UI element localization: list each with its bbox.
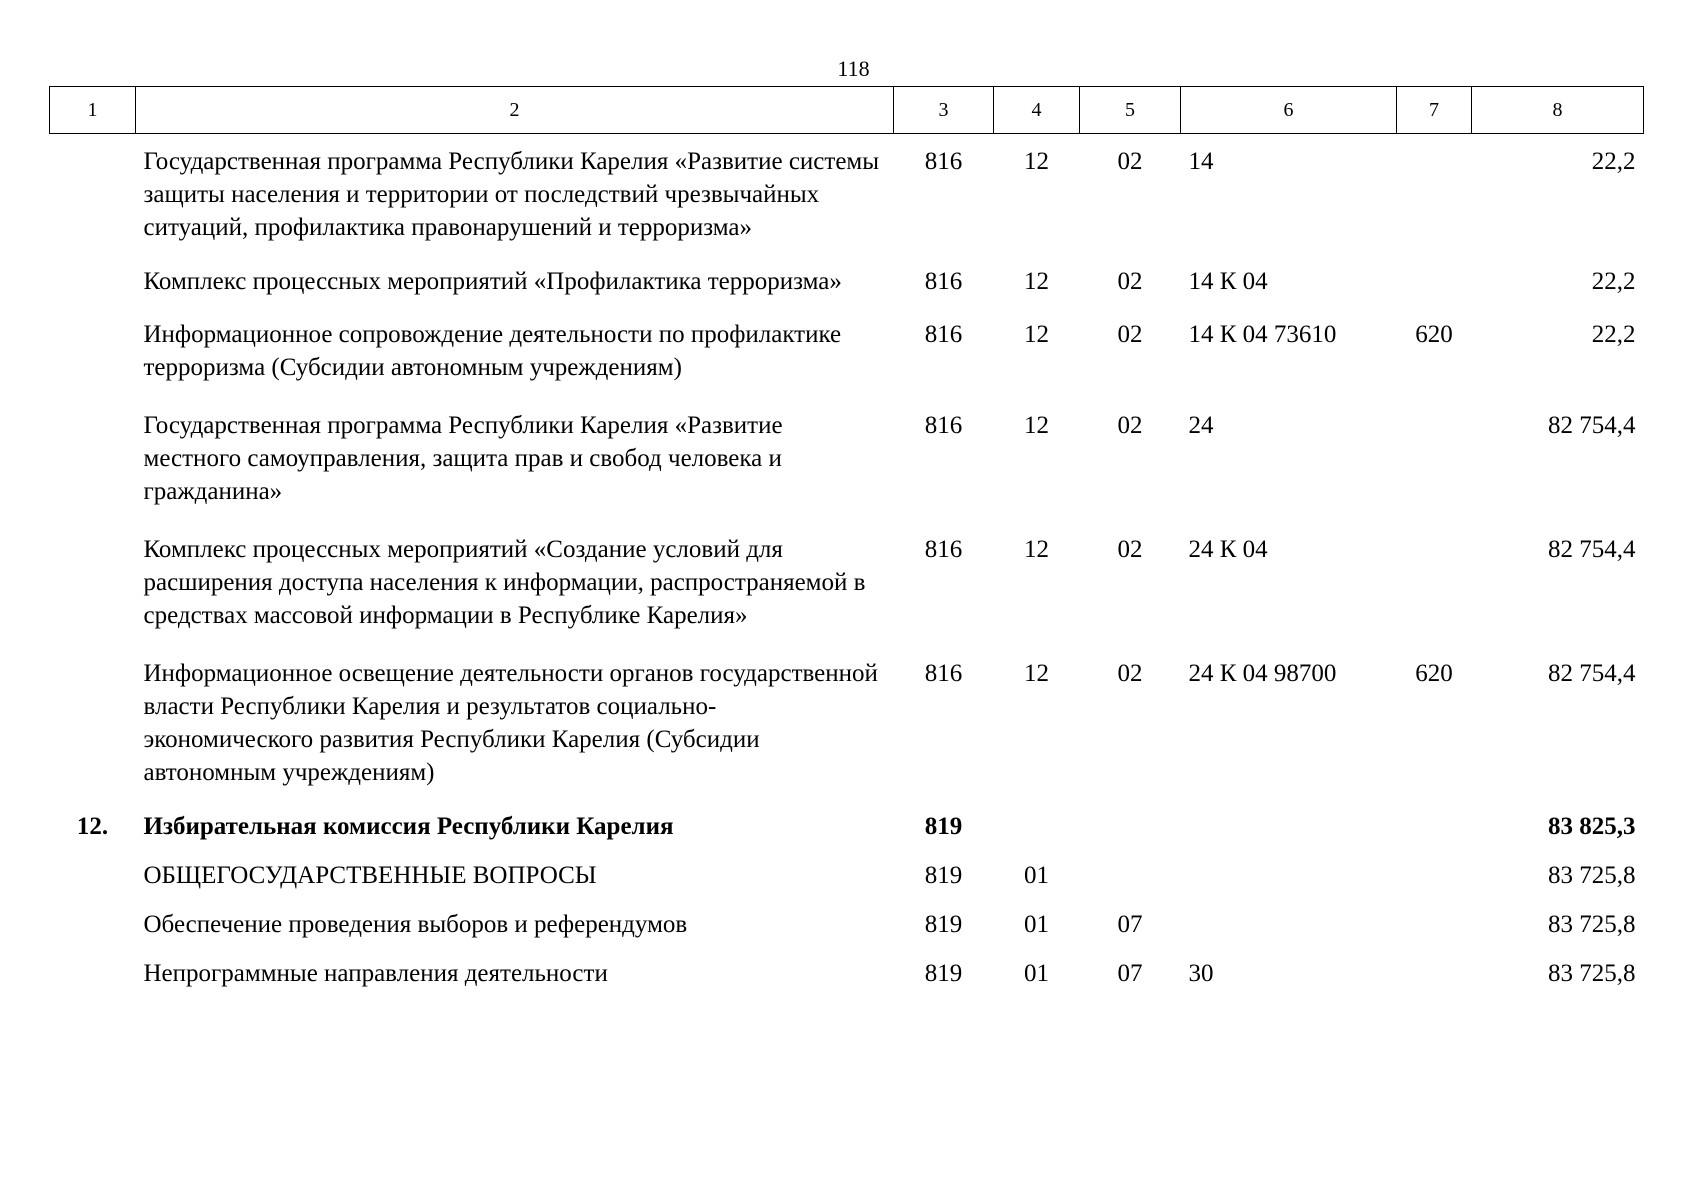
row-amount: 83 725,8 — [1548, 862, 1636, 889]
row-number — [50, 646, 136, 803]
table-row — [50, 950, 1644, 999]
row-subsection-code: 02 — [1117, 412, 1143, 439]
row-number — [50, 398, 136, 522]
row-expense-type — [1397, 258, 1472, 307]
row-subsection-code: 02 — [1117, 660, 1143, 687]
row-ministry-code: 816 — [924, 321, 963, 348]
row-section-code: 12 — [1024, 148, 1049, 175]
row-expense-type: 620 — [1415, 660, 1453, 687]
header-cell-6: 6 — [1181, 87, 1397, 134]
row-section-code: 01 — [1024, 862, 1049, 889]
header-cell-3: 3 — [894, 87, 994, 134]
row-amount: 22,2 — [1591, 321, 1636, 348]
row-subsection-code — [1080, 852, 1181, 901]
table-row — [50, 901, 1644, 950]
row-number — [50, 852, 136, 901]
row-amount: 83 825,3 — [1548, 813, 1636, 840]
table-row — [50, 398, 1644, 522]
row-amount: 83 725,8 — [1548, 960, 1636, 987]
table-body — [50, 134, 1644, 1000]
row-ministry-code: 819 — [924, 911, 963, 938]
row-name: Информационное освещение деятельности органов государственной власти Республики Карелия и результатов социально-экономического развития Республики Карелия (Субсидии автономным учреждениям) — [143, 660, 878, 786]
row-section-code: 12 — [1024, 660, 1049, 687]
row-target-article: 24 К 04 — [1188, 536, 1268, 563]
row-expense-type — [1397, 901, 1472, 950]
row-ministry-code: 816 — [924, 268, 963, 295]
header-row — [50, 87, 1644, 134]
row-target-article: 24 — [1188, 412, 1214, 439]
row-name: Обеспечение проведения выборов и референдумов — [143, 911, 688, 938]
row-expense-type — [1397, 398, 1472, 522]
row-section-code: 12 — [1024, 412, 1049, 439]
row-amount: 22,2 — [1591, 268, 1636, 295]
row-number — [50, 307, 136, 398]
row-subsection-code: 02 — [1117, 268, 1143, 295]
row-target-article: 14 — [1188, 148, 1214, 175]
row-name: Информационное сопровождение деятельности по профилактике терроризма (Субсидии автономным учреждениям) — [143, 321, 842, 381]
row-amount: 82 754,4 — [1548, 536, 1636, 563]
row-name: Комплекс процессных мероприятий «Профилактика терроризма» — [143, 268, 842, 295]
row-target-article: 14 К 04 — [1188, 268, 1268, 295]
row-number — [50, 258, 136, 307]
row-name: Непрограммные направления деятельности — [143, 960, 608, 987]
table-row — [50, 522, 1644, 646]
row-number — [50, 522, 136, 646]
row-section-code: 12 — [1024, 268, 1049, 295]
row-subsection-code: 07 — [1117, 960, 1143, 987]
row-ministry-code: 819 — [924, 960, 963, 987]
row-expense-type — [1397, 852, 1472, 901]
row-ministry-code: 816 — [924, 536, 963, 563]
row-number — [50, 134, 136, 259]
header-cell-8: 8 — [1472, 87, 1644, 134]
table-row — [50, 646, 1644, 803]
row-ministry-code: 819 — [924, 813, 963, 840]
row-ministry-code: 816 — [924, 660, 963, 687]
row-expense-type — [1397, 803, 1472, 852]
table-row — [50, 803, 1644, 852]
row-target-article — [1181, 803, 1397, 852]
row-name: Государственная программа Республики Карелия «Развитие системы защиты населения и территории от последствий чрезвычайных ситуаций, профилактика правонарушений и терроризма» — [143, 148, 880, 241]
row-subsection-code — [1080, 803, 1181, 852]
table-header — [50, 87, 1644, 134]
row-amount: 83 725,8 — [1548, 911, 1636, 938]
row-name: ОБЩЕГОСУДАРСТВЕННЫЕ ВОПРОСЫ — [143, 862, 597, 889]
header-cell-1: 1 — [50, 87, 136, 134]
row-subsection-code: 02 — [1117, 536, 1143, 563]
table-row — [50, 307, 1644, 398]
row-number: 12. — [76, 813, 109, 840]
row-target-article — [1181, 901, 1397, 950]
row-amount: 82 754,4 — [1548, 412, 1636, 439]
row-section-code: 12 — [1024, 536, 1049, 563]
row-section-code: 01 — [1024, 960, 1049, 987]
row-subsection-code: 07 — [1117, 911, 1143, 938]
row-subsection-code: 02 — [1117, 321, 1143, 348]
header-cell-2: 2 — [136, 87, 894, 134]
row-target-article: 30 — [1188, 960, 1214, 987]
row-ministry-code: 816 — [924, 148, 963, 175]
table-row — [50, 852, 1644, 901]
row-name: Государственная программа Республики Карелия «Развитие местного самоуправления, защита прав и свобод человека и гражданина» — [143, 412, 783, 505]
row-target-article — [1181, 852, 1397, 901]
row-name: Комплекс процессных мероприятий «Создание условий для расширения доступа населения к информации, распространяемой в средствах массовой информации в Республике Карелия» — [143, 536, 866, 629]
row-number — [50, 950, 136, 999]
row-section-code — [994, 803, 1080, 852]
row-subsection-code: 02 — [1117, 148, 1143, 175]
row-expense-type — [1397, 950, 1472, 999]
page-number: 118 — [837, 56, 870, 81]
row-number — [50, 901, 136, 950]
header-cell-4: 4 — [994, 87, 1080, 134]
table-row — [50, 134, 1644, 259]
row-ministry-code: 819 — [924, 862, 963, 889]
row-section-code: 01 — [1024, 911, 1049, 938]
row-ministry-code: 816 — [924, 412, 963, 439]
row-section-code: 12 — [1024, 321, 1049, 348]
header-cell-5: 5 — [1080, 87, 1181, 134]
header-cell-7: 7 — [1397, 87, 1472, 134]
row-expense-type — [1397, 134, 1472, 259]
row-expense-type — [1397, 522, 1472, 646]
row-expense-type: 620 — [1415, 321, 1453, 348]
row-target-article: 24 К 04 98700 — [1188, 660, 1337, 687]
row-name: Избирательная комиссия Республики Карелия — [143, 813, 674, 840]
budget-table — [49, 86, 1644, 999]
row-target-article: 14 К 04 73610 — [1188, 321, 1337, 348]
row-amount: 82 754,4 — [1548, 660, 1636, 687]
row-amount: 22,2 — [1591, 148, 1636, 175]
table-row — [50, 258, 1644, 307]
